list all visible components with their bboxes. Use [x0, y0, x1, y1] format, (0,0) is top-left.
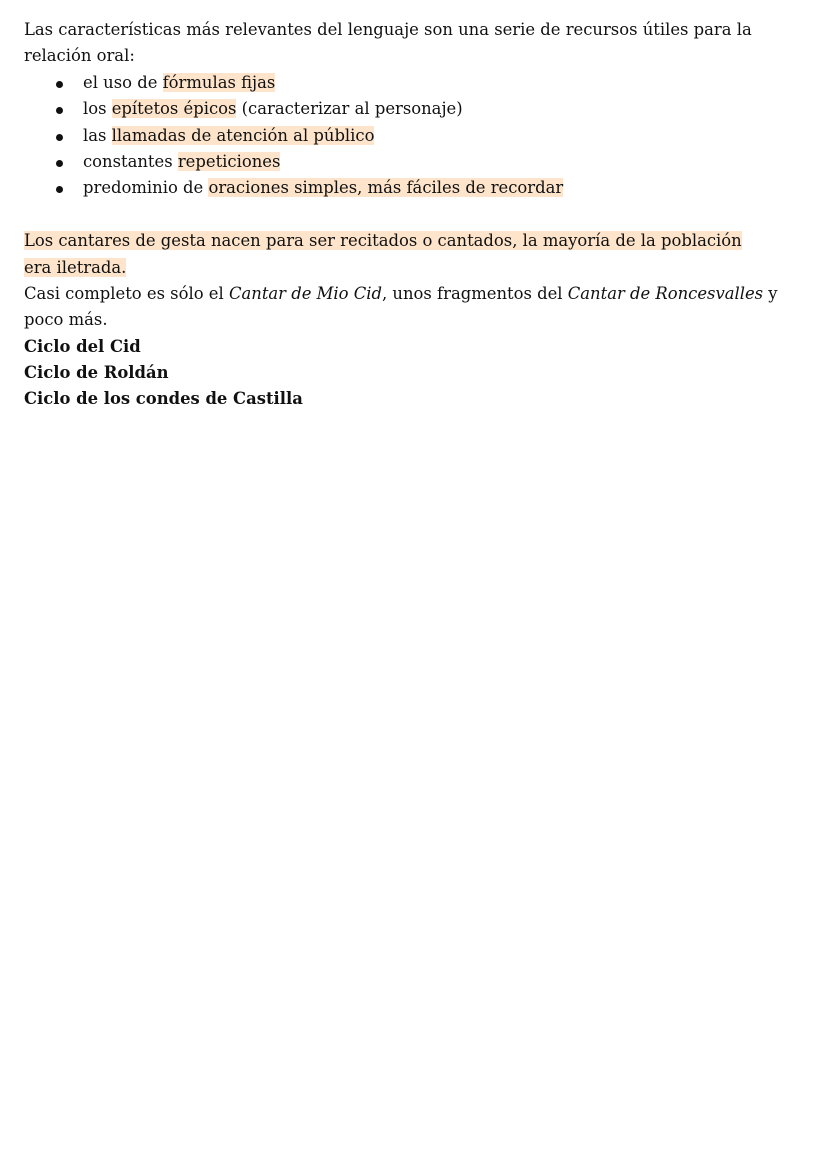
- highlighted-text: epítetos épicos: [111, 99, 237, 119]
- list-item: [24, 175, 824, 201]
- cycle-heading: [24, 334, 824, 360]
- item-text: constantes: [83, 151, 178, 171]
- list-item: [24, 149, 824, 175]
- item-text: las: [83, 125, 112, 145]
- item-text: predominio de: [83, 178, 209, 198]
- para2-line-2: [24, 255, 824, 281]
- intro-line-1: Las características más relevantes del lenguaje son una serie de recursos útiles para la: [24, 20, 752, 39]
- work-title: Cantar de Mio Cid: [228, 283, 383, 303]
- document-body: [24, 17, 824, 413]
- cycle-heading: [24, 360, 824, 386]
- para3-line-1: [24, 281, 824, 307]
- cycle-heading: [24, 386, 824, 412]
- intro-line-2: relación oral:: [24, 46, 135, 66]
- text: Casi completo es sólo el: [24, 283, 229, 303]
- work-title: Cantar de Roncesvalles: [567, 283, 764, 303]
- text: , unos fragmentos del: [382, 283, 568, 303]
- text: y: [763, 283, 778, 303]
- para3-line-2: poco más.: [24, 310, 108, 330]
- features-list: [24, 70, 824, 202]
- cycle-title: Ciclo de los condes de Castilla: [24, 389, 303, 409]
- highlighted-text: repeticiones: [177, 151, 281, 171]
- item-text: (caracterizar al personaje): [236, 99, 463, 119]
- highlighted-text: fórmulas fijas: [162, 72, 276, 92]
- para2-line-1: [24, 228, 824, 254]
- highlighted-text: oraciones simples, más fáciles de recordar: [208, 178, 564, 198]
- highlighted-text: llamadas de atención al público: [111, 125, 375, 145]
- cycle-title: Ciclo de Roldán: [24, 363, 169, 383]
- paragraph-spacer: [24, 202, 824, 228]
- item-text: los: [83, 99, 112, 119]
- highlighted-text: Los cantares de gesta nacen para ser recitados o cantados, la mayoría de la población: [24, 231, 742, 251]
- cycle-title: Ciclo del Cid: [24, 336, 141, 356]
- list-item: [24, 70, 824, 96]
- list-item: [24, 123, 824, 149]
- highlighted-text: era iletrada.: [24, 257, 127, 277]
- item-text: el uso de: [83, 72, 163, 92]
- list-item: [24, 96, 824, 122]
